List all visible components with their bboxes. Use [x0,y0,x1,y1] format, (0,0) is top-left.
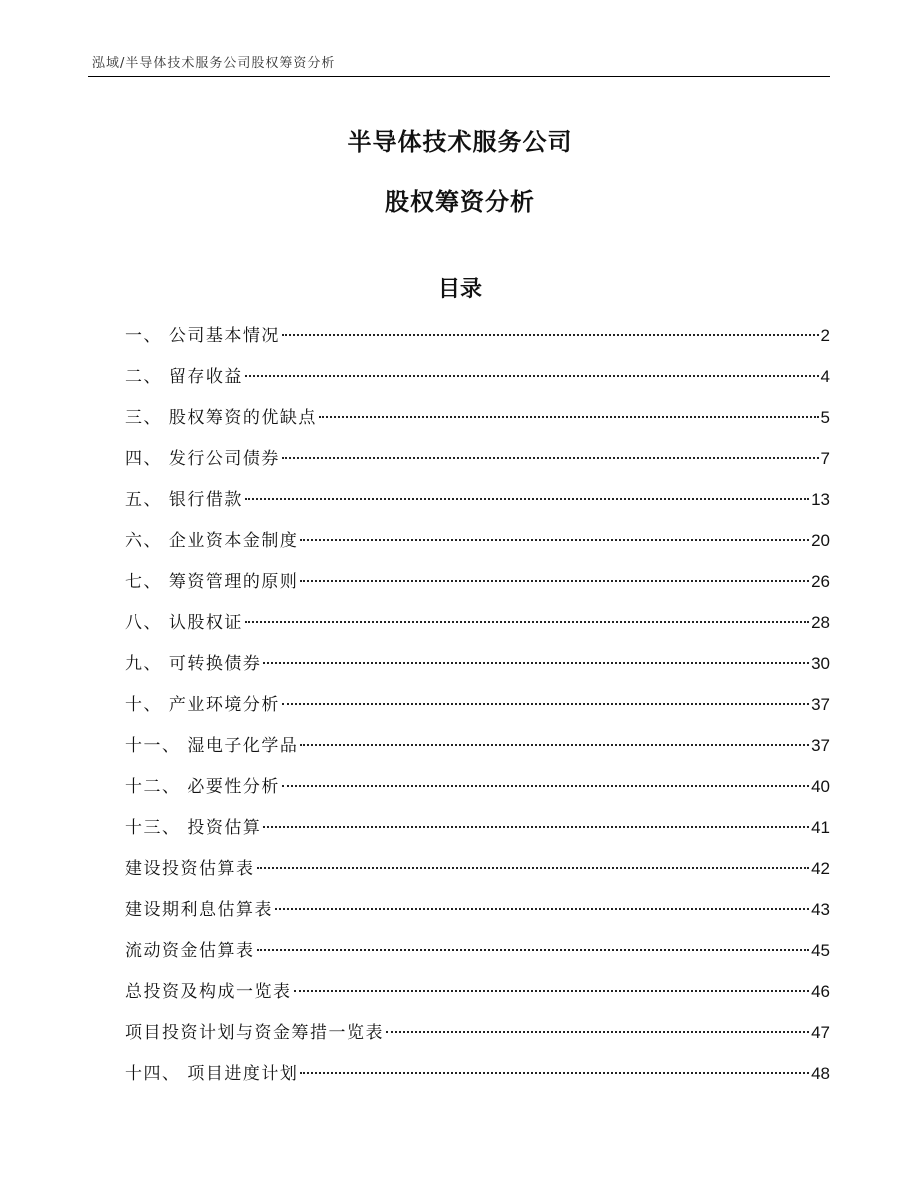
toc-entry-label: 十四、 项目进度计划 [125,1064,299,1084]
toc-entry[interactable] [125,857,830,898]
toc-dot-leader [300,744,809,746]
toc-entry[interactable] [125,570,830,611]
toc-entry[interactable] [125,939,830,980]
toc-entry-page: 26 [811,572,830,591]
toc-entry-label: 三、 股权筹资的优缺点 [125,408,317,428]
toc-entry-page: 37 [811,736,830,755]
toc-dot-leader [282,334,819,336]
toc-entry-label: 九、 可转换债券 [125,654,262,674]
document-title-line2: 股权筹资分析 [385,188,535,216]
toc-dot-leader [275,908,809,910]
toc-dot-leader [263,662,809,664]
toc-entry-page: 41 [811,818,830,837]
toc-entry-page: 5 [820,408,830,427]
toc-dot-leader [282,785,809,787]
toc-entry-page: 4 [820,367,830,386]
toc-entry[interactable] [125,1062,830,1103]
toc-entry-label: 建设期利息估算表 [125,900,273,920]
toc-dot-leader [386,1031,809,1033]
toc-entry-page: 46 [811,982,830,1001]
toc-entry-page: 13 [811,490,830,509]
header-divider [88,76,830,77]
toc-entry-label: 六、 企业资本金制度 [125,531,299,551]
toc-entry-page: 2 [820,326,830,345]
toc-entry-page: 43 [811,900,830,919]
toc-dot-leader [300,1072,809,1074]
document-title-line1: 半导体技术服务公司 [347,128,573,156]
toc-entry-page: 7 [820,449,830,468]
toc-dot-leader [282,457,819,459]
toc-entry-page: 28 [811,613,830,632]
toc-entry-label: 十、 产业环境分析 [125,695,280,715]
table-of-contents [125,324,830,1103]
toc-entry[interactable] [125,652,830,693]
toc-entry-label: 流动资金估算表 [125,941,255,961]
toc-entry[interactable] [125,365,830,406]
toc-entry-label: 项目投资计划与资金筹措一览表 [125,1023,384,1043]
toc-dot-leader [257,867,810,869]
toc-entry-page: 20 [811,531,830,550]
page-header: 泓域/半导体技术服务公司股权筹资分析 [92,56,336,71]
toc-entry-page: 42 [811,859,830,878]
toc-dot-leader [245,498,809,500]
toc-entry-page: 47 [811,1023,830,1042]
toc-entry-label: 一、 公司基本情况 [125,326,280,346]
toc-entry-page: 40 [811,777,830,796]
toc-entry[interactable] [125,406,830,447]
toc-entry[interactable] [125,734,830,775]
toc-dot-leader [300,539,809,541]
toc-entry-page: 37 [811,695,830,714]
toc-entry-label: 十一、 湿电子化学品 [125,736,299,756]
toc-entry-label: 八、 认股权证 [125,613,243,633]
toc-entry-label: 二、 留存收益 [125,367,243,387]
toc-dot-leader [294,990,810,992]
toc-dot-leader [319,416,819,418]
toc-entry-label: 四、 发行公司债券 [125,449,280,469]
toc-entry-label: 十三、 投资估算 [125,818,262,838]
toc-entry-page: 30 [811,654,830,673]
toc-dot-leader [282,703,809,705]
toc-heading: 目录 [437,277,482,302]
toc-entry[interactable] [125,1021,830,1062]
toc-entry-page: 48 [811,1064,830,1083]
toc-entry[interactable] [125,324,830,365]
toc-entry[interactable] [125,898,830,939]
toc-entry[interactable] [125,488,830,529]
toc-entry-label: 十二、 必要性分析 [125,777,280,797]
toc-entry-label: 建设投资估算表 [125,859,255,879]
toc-entry[interactable] [125,816,830,857]
toc-entry[interactable] [125,693,830,734]
toc-entry-page: 45 [811,941,830,960]
toc-entry[interactable] [125,447,830,488]
toc-entry-label: 总投资及构成一览表 [125,982,292,1002]
toc-entry-label: 五、 银行借款 [125,490,243,510]
toc-entry[interactable] [125,611,830,652]
toc-entry[interactable] [125,529,830,570]
toc-dot-leader [263,826,809,828]
toc-entry[interactable] [125,980,830,1021]
toc-dot-leader [300,580,809,582]
toc-entry[interactable] [125,775,830,816]
toc-entry-label: 七、 筹资管理的原则 [125,572,299,592]
toc-dot-leader [245,375,819,377]
toc-dot-leader [257,949,810,951]
toc-dot-leader [245,621,809,623]
